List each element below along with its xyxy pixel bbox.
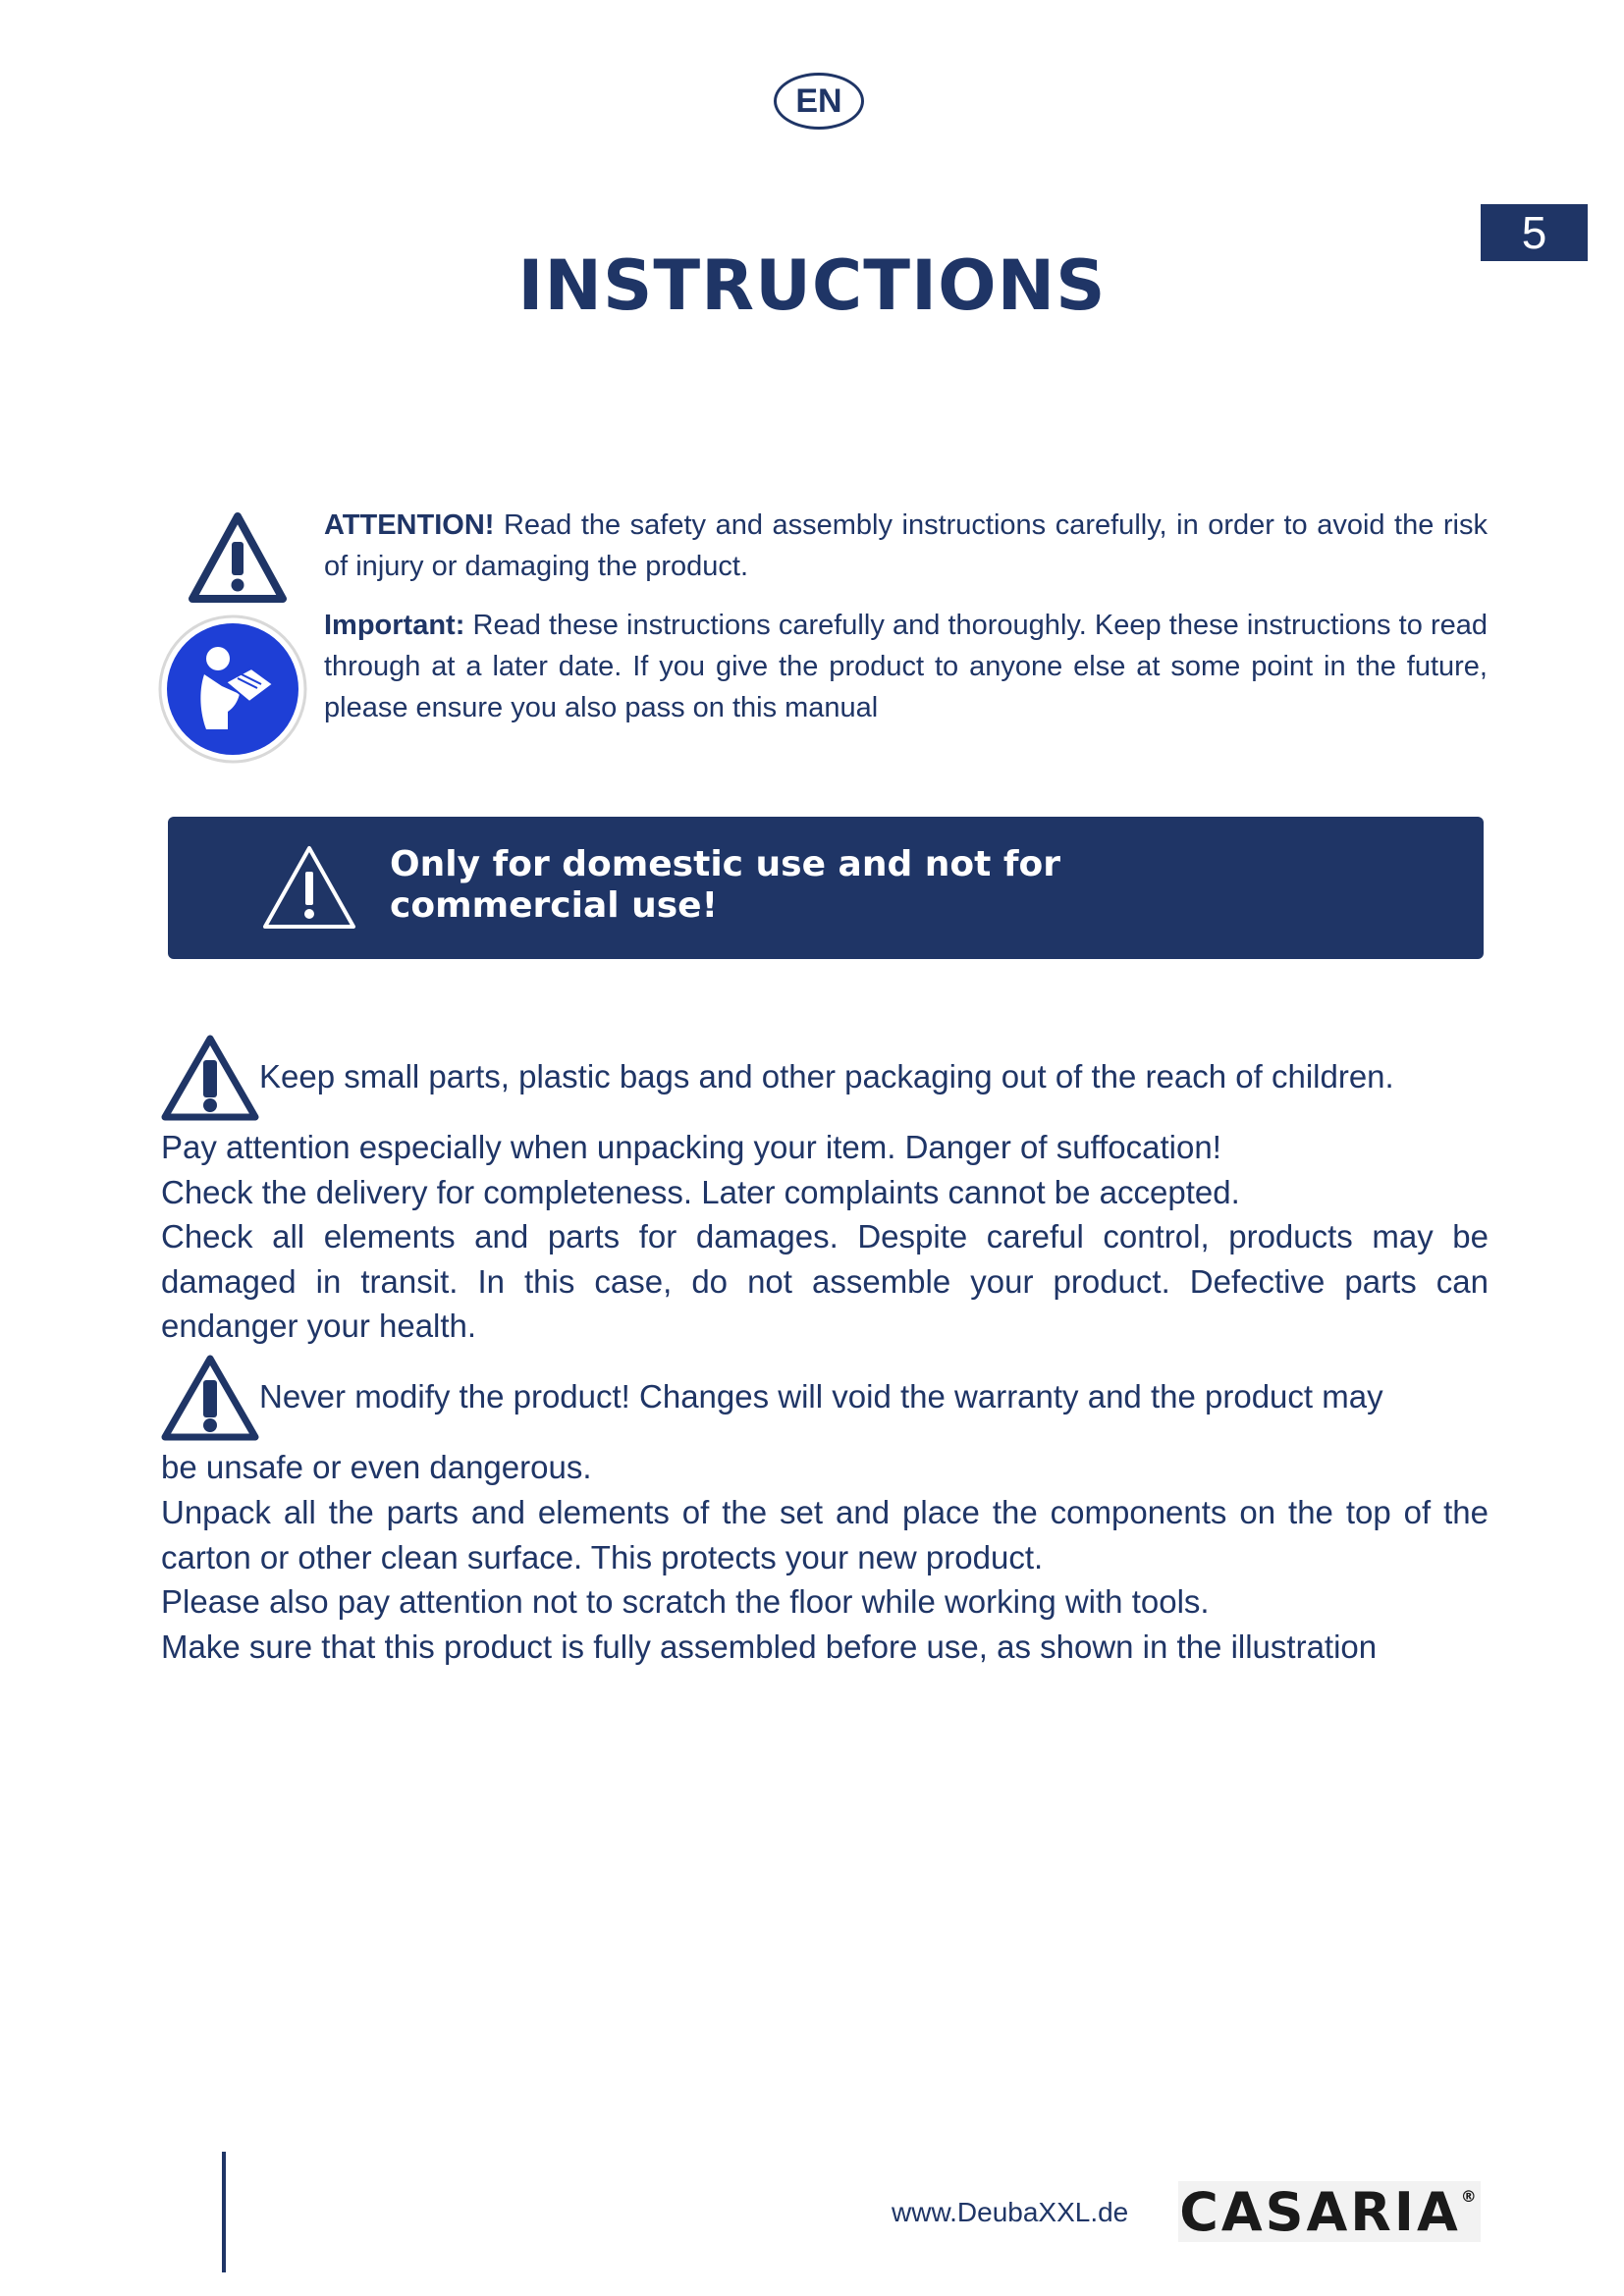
warning-triangle-icon [187, 510, 289, 605]
warning-children: Keep small parts, plastic bags and other packaging out of the reach of children. [259, 1058, 1394, 1095]
footer-divider [222, 2152, 226, 2272]
registered-mark: ® [1460, 2187, 1480, 2206]
paragraph-line: Check all elements and parts for damages. Despite careful control, products may be damaged in transit. In this case, do not assemble your product. Defective parts can endanger your health. [161, 1218, 1489, 1344]
paragraph-line: Make sure that this product is fully assembled before use, as shown in the illustration [161, 1628, 1378, 1665]
read-manual-icon [157, 614, 308, 765]
warning-modify: Never modify the product! Changes will void the warranty and the product may [259, 1378, 1383, 1415]
important-text: Read these instructions carefully and thoroughly. Keep these instructions to read through at a later date. If you give the product to anyone else at some point in the future, please ensure you also pass on this manual [324, 610, 1488, 723]
page-title: INSTRUCTIONS [517, 245, 1107, 326]
attention-text: Read the safety and assembly instructions carefully, in order to avoid the risk of injury or damaging the product. [324, 509, 1488, 582]
attention-label: ATTENTION! [324, 509, 495, 541]
paragraph-line: Check the delivery for completeness. Later complaints cannot be accepted. [161, 1173, 1240, 1210]
attention-paragraph [324, 505, 1488, 587]
brand-logo [1178, 2181, 1481, 2242]
language-badge: EN [774, 73, 864, 130]
banner-text: Only for domestic use and not for commercial use! [390, 844, 1061, 926]
important-label: Important: [324, 610, 465, 641]
paragraph-line: Please also pay attention not to scratch the floor while working with tools. [161, 1583, 1210, 1620]
warning-triangle-icon [159, 1033, 261, 1123]
paragraph-line: Pay attention especially when unpacking your item. Danger of suffocation! [161, 1129, 1221, 1165]
footer-url[interactable]: www.DeubaXXL.de [892, 2197, 1129, 2227]
important-paragraph [324, 605, 1488, 728]
paragraph-line: Unpack all the parts and elements of the set and place the components on the top of the carton or other clean surface. This protects your new product. [161, 1494, 1489, 1575]
warning-triangle-icon [159, 1353, 261, 1443]
assembly-paragraphs [161, 1490, 1489, 1669]
warning-triangle-icon-white [259, 842, 359, 933]
unpacking-paragraphs [161, 1125, 1489, 1349]
page-number: 5 [1481, 204, 1588, 261]
brand-name: CASARIA [1179, 2180, 1461, 2243]
warning-modify-continued: be unsafe or even dangerous. [161, 1449, 592, 1485]
